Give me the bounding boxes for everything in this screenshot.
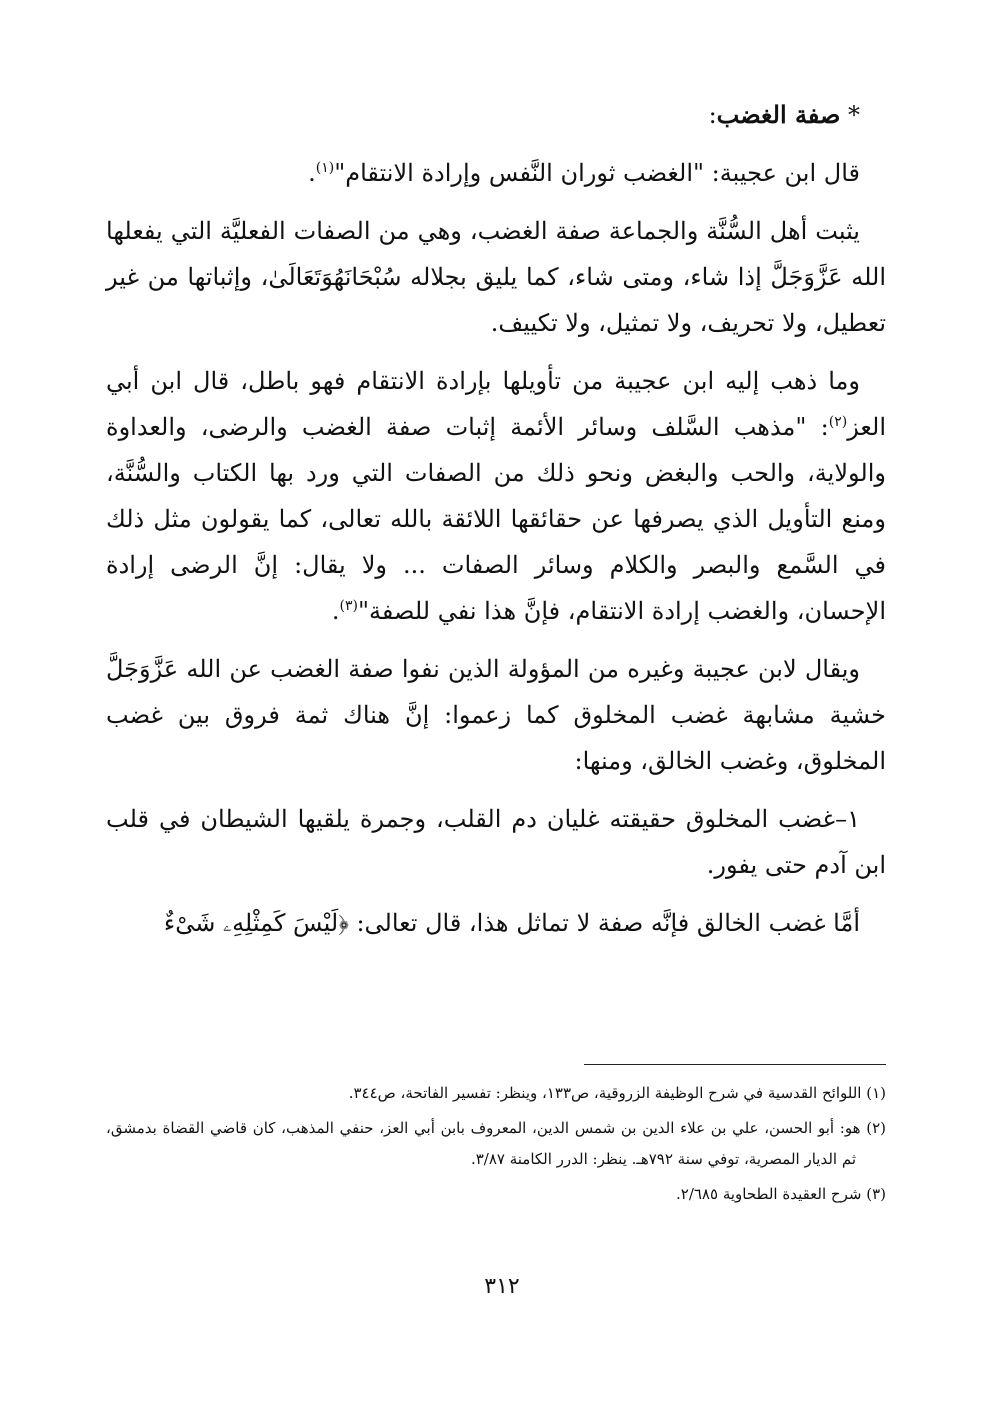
section-heading (106, 92, 886, 138)
main-text (106, 92, 886, 958)
paragraph-1-end: . (308, 159, 316, 187)
paragraph-1 (106, 150, 886, 196)
page-number: ٣١٢ (484, 1274, 520, 1299)
paragraph-2: يثبت أهل السُّنَّة والجماعة صفة الغضب، وهي من الصفات الفعليَّة التي يفعلها الله عَزَّوَجَلَّ إذا شاء، ومتى شاء، كما يليق بجلاله سُبْحَانَهُوَتَعَالَىٰ، وإثباتها من غير تعطيل، ولا تحريف، ولا تمثيل، ولا تكييف. (106, 217, 886, 337)
heading-marker: * (840, 101, 860, 129)
heading-title: صفة الغضب (716, 100, 841, 129)
footnote-separator (584, 1064, 886, 1065)
footnote-1: (١) اللوائح القدسية في شرح الوظيفة الزروقية، ص١٣٣، وينظر: تفسير الفاتحة، ص٣٤٤. (348, 1084, 886, 1102)
paragraph-3 (106, 358, 886, 634)
footnote-ref-1: (١) (315, 160, 335, 176)
footnote-ref-3: (٣) (339, 598, 358, 614)
footnote-2: (٢) هو: أبو الحسن، علي بن علاء الدين بن شمس الدين، المعروف بابن أبي العز، حنفي المذهب، كان قاضي القضاة بدمشق، ثم الديار المصرية، توفي سنة ٧٩٢هـ. ينظر: الدرر الكامنة ٣/٨٧. (106, 1119, 886, 1168)
paragraph-5: ١–غضب المخلوق حقيقته غليان دم القلب، وجمرة يلقيها الشيطان في قلب ابن آدم حتى يفور. (106, 805, 886, 879)
heading-colon: : (708, 101, 717, 129)
footnote-ref-2: (٢) (828, 414, 848, 430)
paragraph-3-text-after: : "مذهب السَّلف وسائر الأئمة إثبات صفة الغضب والرضى، والعداوة والولاية، والحب والبغض ونحو ذلك من الصفات التي ورد بها الكتاب والسُّنَّة، ومنع التأويل الذي يصرفها عن حقائقها اللائقة بالله تعالى، كما يقولون مثل ذلك في السَّمع والبصر والكلام وسائر الصفات ... ولا يقال: إنَّ الرضى إرادة الإحسان، والغضب إرادة الانتقام، فإنَّ هذا نفي للصفة" (106, 413, 886, 625)
footnote-3: (٣) شرح العقيدة الطحاوية ٢/٦٨٥. (675, 1185, 886, 1203)
paragraph-4: ويقال لابن عجيبة وغيره من المؤولة الذين نفوا صفة الغضب عن الله عَزَّوَجَلَّ خشية مشابهة غضب المخلوق كما زعموا: إنَّ هناك ثمة فروق بين غضب المخلوق، وغضب الخالق، ومنها: (106, 655, 886, 775)
paragraph-6: أمَّا غضب الخالق فإنَّه صفة لا تماثل هذا، قال تعالى: ﴿لَيْسَ كَمِثْلِهِۦ شَىْءٌ (163, 909, 860, 937)
paragraph-3-end: . (331, 597, 340, 625)
paragraph-1-text: قال ابن عجيبة: "الغضب ثوران النَّفس وإرادة الانتقام" (334, 159, 860, 187)
footnotes (106, 1078, 886, 1214)
paragraph-3-text-before: وما ذهب إليه ابن عجيبة من تأويلها بإرادة الانتقام فهو باطل، قال ابن أبي العز (106, 367, 886, 441)
